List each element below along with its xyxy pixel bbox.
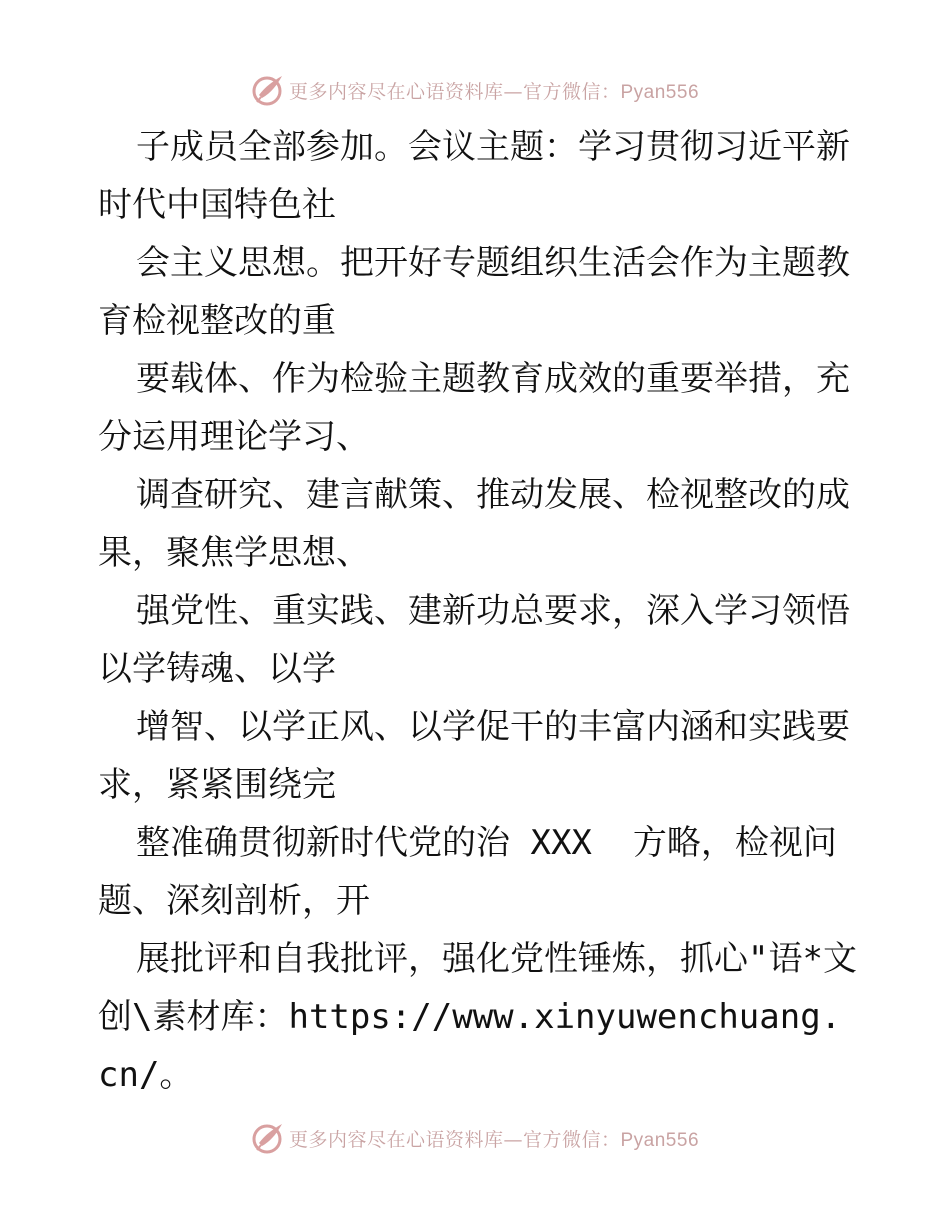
paragraph-line: 强党性、重实践、建新功总要求，深入学习领悟: [136, 591, 850, 631]
quill-logo-icon: [251, 1121, 285, 1155]
header-contact-id: Pyan556: [620, 81, 700, 103]
paragraph-line: 求，紧紧围绕完: [98, 765, 336, 805]
paragraph-line: 时代中国特色社: [98, 185, 336, 225]
paragraph-line: 要载体、作为检验主题教育成效的重要举措，充: [136, 359, 850, 399]
footer-contact-id: Pyan556: [620, 1129, 700, 1151]
paragraph-line: 果，聚焦学思想、: [98, 533, 370, 573]
paragraph-line: 整准确贯彻新时代党的治 XXX 方略，检视问: [136, 823, 837, 863]
paragraph-6: [98, 698, 858, 814]
header-contact-label: 官方微信：: [522, 80, 621, 103]
footer-banner-separator: —: [503, 1128, 523, 1151]
paragraph-3: [98, 350, 858, 466]
paragraph-line: 展批评和自我批评，强化党性锤炼，抓心"语*文: [136, 939, 857, 979]
header-banner-title: 更多内容尽在心语资料库: [288, 80, 504, 103]
header-watermark-text: [289, 77, 699, 104]
paragraph-7: [98, 814, 858, 930]
paragraph-5: [98, 582, 858, 698]
paragraph-line: 题、深刻剖析，开: [98, 881, 370, 921]
paragraph-2: [98, 234, 858, 350]
header-watermark: [0, 70, 950, 110]
paragraph-line: 育检视整改的重: [98, 301, 336, 341]
paragraph-1: [98, 118, 858, 234]
paragraph-4: [98, 466, 858, 582]
document-body: [98, 118, 858, 1104]
footer-banner-title: 更多内容尽在心语资料库: [288, 1128, 504, 1151]
paragraph-line: 子成员全部参加。会议主题：学习贯彻习近平新: [136, 127, 850, 167]
footer-contact-label: 官方微信：: [522, 1128, 621, 1151]
header-watermark-inner: [251, 73, 699, 107]
footer-watermark-inner: [251, 1121, 699, 1155]
paragraph-line: 以学铸魂、以学: [98, 649, 336, 689]
paragraph-line: 会主义思想。把开好专题组织生活会作为主题教: [136, 243, 850, 283]
paragraph-line: 增智、以学正风、以学促干的丰富内涵和实践要: [136, 707, 850, 747]
paragraph-line: 分运用理论学习、: [98, 417, 370, 457]
quill-logo-icon: [251, 73, 285, 107]
header-banner-separator: —: [503, 80, 523, 103]
paragraph-line: 创\素材库：https://www.xinyuwenchuang.cn/。: [98, 997, 842, 1095]
paragraph-8: [98, 930, 858, 1104]
footer-watermark-text: [289, 1125, 699, 1152]
footer-watermark: [0, 1118, 950, 1158]
paragraph-line: 调查研究、建言献策、推动发展、检视整改的成: [136, 475, 850, 515]
